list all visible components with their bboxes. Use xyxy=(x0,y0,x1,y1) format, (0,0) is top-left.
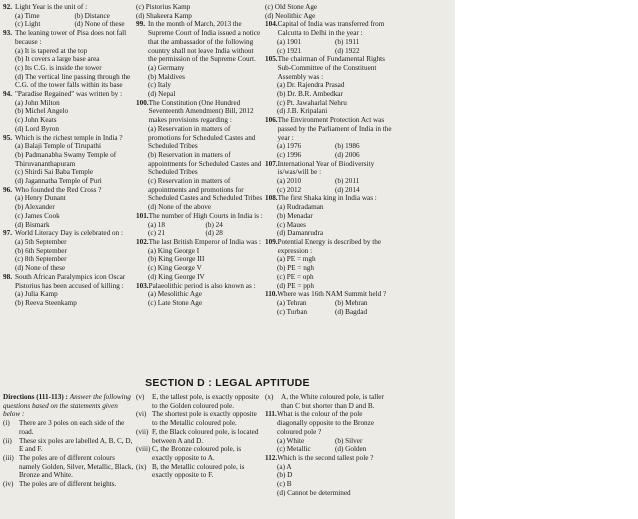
question-number: 99. xyxy=(136,20,145,29)
question xyxy=(265,194,393,203)
statement-number: (v) xyxy=(136,393,145,401)
option: (b) Dr. B.R. Ambedkar xyxy=(277,90,343,99)
option: (c) John Keats xyxy=(15,116,57,125)
question xyxy=(136,212,263,221)
question-number: 92. xyxy=(3,3,12,11)
question-number: 98. xyxy=(3,272,12,281)
option: (d) PE = pph xyxy=(277,281,314,290)
legal-column-3 xyxy=(265,393,393,497)
question-block xyxy=(136,212,263,238)
option: (d) Shakeera Kamp xyxy=(136,11,192,20)
option: (d) 28 xyxy=(205,229,223,238)
option: (d) Golden xyxy=(335,445,367,454)
question-text: The Environment Protection Act was passed by the Parliament of India in the year : xyxy=(277,116,392,142)
option-row xyxy=(3,12,134,21)
option: (a) 1976 xyxy=(277,142,302,151)
question-number: 100. xyxy=(136,98,149,107)
legal-column-2 xyxy=(136,393,263,480)
question-block xyxy=(136,238,263,282)
option: (b) Mehran xyxy=(335,298,368,307)
option: (a) Mesolithic Age xyxy=(148,290,202,299)
statement-text: E, the tallest pole, is exactly opposite to the Golden coloured pole. xyxy=(152,393,259,410)
option: (d) 2014 xyxy=(335,185,360,194)
option: (a) Germany xyxy=(148,63,185,72)
option: (d) None of the above xyxy=(148,203,212,212)
question xyxy=(136,99,263,125)
statement xyxy=(3,480,134,489)
option: (c) King George V xyxy=(148,264,202,273)
statement-text: F, the Black coloured pole, is located between A and D. xyxy=(152,427,259,445)
option-row xyxy=(265,308,393,317)
question-block xyxy=(3,229,134,273)
option: (c) B xyxy=(277,480,292,489)
option: (a) Julia Kamp xyxy=(15,290,58,299)
statement-number: (ix) xyxy=(136,462,147,471)
question-block xyxy=(136,282,263,308)
question xyxy=(3,134,134,143)
question-number: 101. xyxy=(136,211,149,220)
question xyxy=(265,160,393,177)
option-row xyxy=(265,47,393,56)
question-block xyxy=(265,290,393,316)
option: (b) Menadar xyxy=(277,211,313,220)
option-row xyxy=(265,151,393,160)
question xyxy=(136,238,263,247)
statement-text: The shortest pole is exactly opposite to the Metallic coloured pole. xyxy=(152,410,257,428)
option: (a) A xyxy=(277,462,292,471)
option: (d) Neolithic Age xyxy=(265,11,316,20)
option: (d) J.B. Kripalani xyxy=(277,107,328,116)
question-number: 108. xyxy=(265,194,278,203)
statement-number: (iii) xyxy=(3,453,14,462)
option: (a) 2010 xyxy=(277,177,302,186)
option: (c) 1996 xyxy=(277,150,302,159)
option: (a) Tehran xyxy=(277,298,307,307)
statement-number: (x) xyxy=(265,393,274,401)
option: (b) 2011 xyxy=(335,177,360,186)
question xyxy=(3,3,134,12)
question-number: 105. xyxy=(265,55,278,64)
question-text: Which is the richest temple in India ? xyxy=(15,133,123,142)
question xyxy=(265,116,393,142)
statement-text: A, the White coloured pole, is taller than C but shorter than D and B. xyxy=(281,393,384,410)
statement-number: (iv) xyxy=(3,480,14,489)
question xyxy=(265,454,393,463)
option: (c) 2012 xyxy=(277,185,302,194)
question-number: 95. xyxy=(3,133,12,142)
option: (a) Henry Dunant xyxy=(15,194,66,203)
question xyxy=(3,273,134,290)
option: (d) King George IV xyxy=(148,272,205,281)
option: (d) 1922 xyxy=(335,46,360,55)
question-text: Palaeolithic period is also known as : xyxy=(148,281,256,290)
option: (b) King George III xyxy=(148,255,205,264)
statement-number: (i) xyxy=(3,419,10,428)
option: (a) PE = mgh xyxy=(277,255,316,264)
directions-label: Directions (111-113) : xyxy=(3,393,68,401)
option: (a) Dr. Rajendra Prasad xyxy=(277,81,345,90)
option: (d) 2006 xyxy=(335,150,360,159)
option: (a) Reservation in matters of promotions for Scheduled Castes and Scheduled Tribes xyxy=(148,124,256,151)
question-text: World Literacy Day is celebrated on : xyxy=(15,229,123,238)
question-number: 111. xyxy=(265,410,277,419)
option-row xyxy=(265,437,393,446)
statement-text: These six poles are labelled A, B, C, D, E and F. xyxy=(19,436,133,454)
question-number: 94. xyxy=(3,90,12,99)
question-block xyxy=(136,20,263,98)
question-text: The chairman of Fundamental Rights Sub-Committee of the Constituent Assembly was : xyxy=(277,55,385,81)
question-block xyxy=(265,160,393,195)
question-text: The leaning tower of Pisa does not fall because : xyxy=(15,29,127,46)
question-text: Capital of India was transferred from Calcutta to Delhi in the year : xyxy=(277,20,385,38)
statement-text: C, the Bronze coloured pole, is exactly opposite to A. xyxy=(152,445,242,462)
option: (c) 1921 xyxy=(277,46,302,55)
question-text: The number of High Courts in India is : xyxy=(148,211,263,220)
question-block xyxy=(265,194,393,238)
question-text: "Paradise Regained" was written by : xyxy=(15,90,123,99)
section-title: SECTION D : LEGAL APTITUDE xyxy=(145,377,310,389)
question xyxy=(265,238,393,255)
option: (c) Reservation in matters of appointments and promotions for Scheduled Castes and Scheduled Tribes xyxy=(148,177,263,203)
option: (a) Balaji Temple of Tirupathi xyxy=(15,142,101,151)
question-text: International Year of Biodiversity is/was/will be : xyxy=(277,159,375,177)
question-block xyxy=(265,410,393,454)
option: (b) Padmanabha Swamy Temple of Thiruvananthapuram xyxy=(15,150,117,168)
option: (c) 8th September xyxy=(15,255,67,264)
option: (d) Damanrudra xyxy=(277,229,324,238)
option: (c) Late Stone Age xyxy=(148,298,203,307)
option: (b) Silver xyxy=(335,436,363,445)
option: (a) King George I xyxy=(148,246,200,255)
option: (c) Italy xyxy=(148,81,171,90)
question-block xyxy=(265,454,393,498)
option: (c) Metallic xyxy=(277,445,311,454)
option-row xyxy=(265,445,393,454)
option: (a) It is tapered at the top xyxy=(15,46,88,55)
question-number: 110. xyxy=(265,290,278,299)
question-number: 107. xyxy=(265,159,278,168)
question-block xyxy=(265,238,393,290)
question-text: The last British Emperor of India was : xyxy=(148,237,261,246)
question xyxy=(3,186,134,195)
option: (d) None of these xyxy=(74,20,125,29)
question-block xyxy=(3,273,134,308)
option: (d) The vertical line passing through the C.G. of the tower falls within its base xyxy=(15,72,131,90)
option-row xyxy=(265,177,393,186)
column-1 xyxy=(3,3,134,308)
question-text: Light Year is the unit of : xyxy=(15,3,88,11)
option: (b) Distance xyxy=(74,11,110,20)
option: (c) Light xyxy=(15,20,41,29)
question xyxy=(136,20,263,64)
statement-number: (vi) xyxy=(136,410,147,419)
option: (a) Rudradaman xyxy=(277,203,324,212)
question-text: Who founded the Red Cross ? xyxy=(15,185,102,194)
option: (b) 1911 xyxy=(335,37,360,46)
question-text: What is the colour of the pole diagonally opposite to the Bronze coloured pole ? xyxy=(277,410,375,436)
question-text: The Constitution (One Hundred Seventeenth Amendment) Bill, 2012 makes provisions regarding : xyxy=(148,98,254,125)
option-row xyxy=(265,186,393,195)
option: (b) 24 xyxy=(205,220,223,229)
column-3 xyxy=(265,3,393,316)
question-number: 103. xyxy=(136,281,149,290)
statement-text: The poles are of different colours namely Golden, Silver, Metallic, Black, Bronze and White. xyxy=(19,453,134,480)
statement xyxy=(136,393,263,410)
statement xyxy=(3,437,134,454)
question-text: Potential Energy is described by the expression : xyxy=(277,237,382,255)
statement-number: (viii) xyxy=(136,445,151,454)
option: (c) 21 xyxy=(148,229,165,238)
option: (d) Nepal xyxy=(148,90,176,99)
option-row xyxy=(265,38,393,47)
question-number: 109. xyxy=(265,237,278,246)
option: (b) Michel Angelo xyxy=(15,107,69,116)
option: (c) Shirdi Sai Baba Temple xyxy=(15,168,94,177)
option: (c) Old Stone Age xyxy=(265,3,318,11)
option: (b) PE = ngh xyxy=(277,264,314,273)
question-number: 112. xyxy=(265,453,278,462)
option-row xyxy=(3,20,134,29)
question-block xyxy=(3,90,134,134)
option: (d) None of these xyxy=(15,264,66,273)
statement-text: The poles are of different heights. xyxy=(19,480,117,489)
question xyxy=(3,229,134,238)
question xyxy=(3,90,134,99)
statement xyxy=(136,428,263,445)
option: (c) Pistorius Kamp xyxy=(136,3,191,11)
option: (a) 18 xyxy=(148,220,165,229)
statement xyxy=(136,410,263,427)
option: (d) Bagdad xyxy=(335,307,368,316)
question xyxy=(136,282,263,291)
legal-column-1 xyxy=(3,393,134,489)
option: (c) James Cook xyxy=(15,211,60,220)
statement-text: There are 3 poles on each side of the road. xyxy=(19,419,125,436)
statement xyxy=(3,454,134,480)
statement xyxy=(136,463,263,480)
option: (b) 6th September xyxy=(15,246,67,255)
question-block xyxy=(3,186,134,230)
option: (d) Jagannatha Temple of Puri xyxy=(15,177,102,186)
option: (c) Its C.G. is inside the tower xyxy=(15,63,102,72)
question-block xyxy=(3,134,134,186)
question-number: 97. xyxy=(3,229,12,238)
option-row xyxy=(265,299,393,308)
question-number: 106. xyxy=(265,116,278,125)
option: (b) D xyxy=(277,471,293,480)
question-number: 93. xyxy=(3,29,12,38)
option: (a) Time xyxy=(15,11,40,20)
statement-number: (vii) xyxy=(136,427,149,436)
question-text: Which is the second tallest pole ? xyxy=(277,453,374,462)
question-block xyxy=(136,99,263,212)
statement xyxy=(265,393,393,410)
question-number: 102. xyxy=(136,237,149,246)
question-block xyxy=(3,29,134,90)
question-text: The first Shaka king in India was : xyxy=(277,194,377,203)
option: (b) Alexander xyxy=(15,203,55,212)
question xyxy=(265,290,393,299)
question xyxy=(265,55,393,81)
question-text: Where was 16th NAM Summit held ? xyxy=(277,290,387,299)
question xyxy=(265,20,393,37)
option-row xyxy=(136,221,263,230)
question-number: 96. xyxy=(3,185,12,194)
statement xyxy=(3,419,134,436)
option: (d) Bismark xyxy=(15,220,50,229)
option: (a) John Milton xyxy=(15,98,60,107)
question xyxy=(265,410,393,436)
option: (a) White xyxy=(277,436,305,445)
question-number: 104. xyxy=(265,20,278,29)
option: (b) 1986 xyxy=(335,142,360,151)
question-text: South African Paralympics icon Oscar Pistorius has been accused of killing : xyxy=(15,272,126,290)
question xyxy=(3,29,134,46)
directions xyxy=(3,393,134,419)
question-block xyxy=(3,3,134,29)
option: (b) It covers a large base area xyxy=(15,55,100,64)
option: (a) 1901 xyxy=(277,37,302,46)
option: (c) Pt. Jawaharlal Nehru xyxy=(277,98,347,107)
option: (c) PE = oph xyxy=(277,272,314,281)
option: (d) Cannot be determined xyxy=(277,488,351,497)
option: (c) Maues xyxy=(277,220,306,229)
option-row xyxy=(265,142,393,151)
directions-text: Answer the following questions based on the statements given below : xyxy=(3,393,131,419)
question-block xyxy=(265,116,393,160)
question-block xyxy=(265,20,393,55)
statement xyxy=(136,445,263,462)
option: (b) Maldives xyxy=(148,72,185,81)
question-block xyxy=(265,55,393,116)
statement-number: (ii) xyxy=(3,436,12,445)
question-text: In the month of March, 2013 the Supreme Court of India issued a notice that the ambassador of the following country shall not leave India without the permission of the Supreme Court. xyxy=(148,20,261,64)
option: (b) Reeva Steenkamp xyxy=(15,298,77,307)
column-2 xyxy=(136,3,263,308)
option: (b) Reservation in matters of appointments for Scheduled Castes and Scheduled Tribes xyxy=(148,150,262,177)
option: (c) Turban xyxy=(277,307,308,316)
option: (a) 5th September xyxy=(15,237,67,246)
statement-text: B, the Metallic coloured pole, is exactly opposite to F. xyxy=(152,462,245,480)
option: (d) Lord Byron xyxy=(15,124,59,133)
option-row xyxy=(136,229,263,238)
